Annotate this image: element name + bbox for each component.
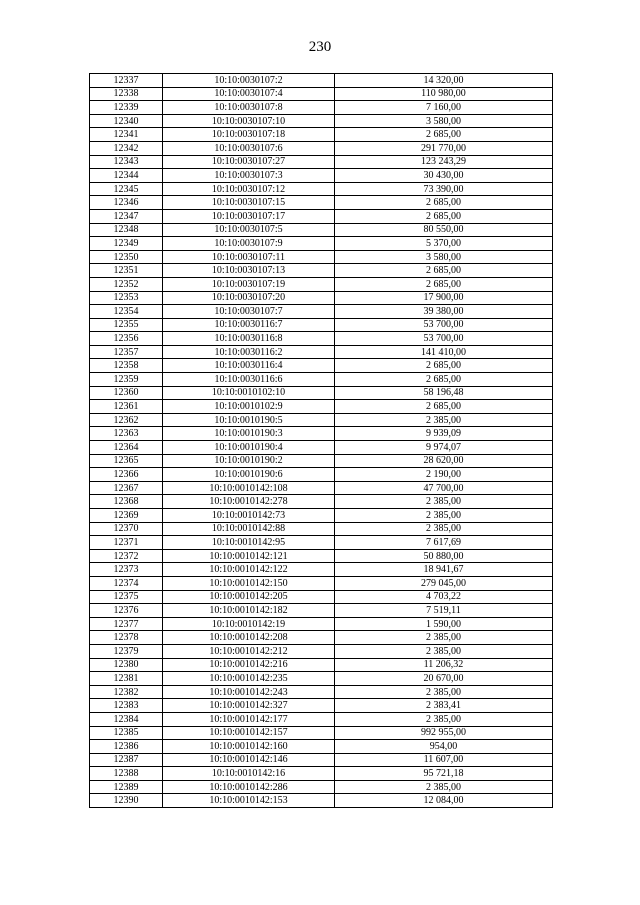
table-row <box>90 753 553 767</box>
value-cell: 73 390,00 <box>335 182 553 196</box>
value-cell: 1 590,00 <box>335 617 553 631</box>
table-row <box>90 726 553 740</box>
cadastral-number-cell: 10:10:0030107:5 <box>163 223 335 237</box>
cadastral-number-cell: 10:10:0010142:150 <box>163 576 335 590</box>
cadastral-number-cell: 10:10:0030107:18 <box>163 128 335 142</box>
table-row <box>90 468 553 482</box>
row-number-cell: 12345 <box>90 182 163 196</box>
table-row <box>90 74 553 88</box>
table-row <box>90 590 553 604</box>
row-number-cell: 12342 <box>90 141 163 155</box>
value-cell: 2 385,00 <box>335 631 553 645</box>
table-row <box>90 291 553 305</box>
table-row <box>90 604 553 618</box>
cadastral-number-cell: 10:10:0030107:2 <box>163 74 335 88</box>
row-number-cell: 12354 <box>90 305 163 319</box>
table-row <box>90 685 553 699</box>
table-row <box>90 780 553 794</box>
value-cell: 12 084,00 <box>335 794 553 808</box>
row-number-cell: 12352 <box>90 277 163 291</box>
cadastral-number-cell: 10:10:0030107:12 <box>163 182 335 196</box>
table-row <box>90 522 553 536</box>
value-cell: 3 580,00 <box>335 114 553 128</box>
cadastral-number-cell: 10:10:0030107:3 <box>163 169 335 183</box>
table-row <box>90 155 553 169</box>
cadastral-number-cell: 10:10:0030107:20 <box>163 291 335 305</box>
cadastral-number-cell: 10:10:0010142:108 <box>163 481 335 495</box>
cadastral-number-cell: 10:10:0030107:4 <box>163 87 335 101</box>
table-row <box>90 740 553 754</box>
value-cell: 18 941,67 <box>335 563 553 577</box>
row-number-cell: 12355 <box>90 318 163 332</box>
table-row <box>90 794 553 808</box>
value-cell: 2 685,00 <box>335 196 553 210</box>
cadastral-number-cell: 10:10:0010142:208 <box>163 631 335 645</box>
row-number-cell: 12350 <box>90 250 163 264</box>
table-row <box>90 644 553 658</box>
value-cell: 2 685,00 <box>335 264 553 278</box>
row-number-cell: 12348 <box>90 223 163 237</box>
value-cell: 20 670,00 <box>335 672 553 686</box>
table-row <box>90 128 553 142</box>
row-number-cell: 12374 <box>90 576 163 590</box>
table-row <box>90 454 553 468</box>
cadastral-number-cell: 10:10:0030107:13 <box>163 264 335 278</box>
value-cell: 53 700,00 <box>335 318 553 332</box>
row-number-cell: 12340 <box>90 114 163 128</box>
cadastral-number-cell: 10:10:0010190:4 <box>163 441 335 455</box>
row-number-cell: 12387 <box>90 753 163 767</box>
table-row <box>90 101 553 115</box>
table-row <box>90 332 553 346</box>
table-row <box>90 481 553 495</box>
value-cell: 95 721,18 <box>335 767 553 781</box>
cadastral-number-cell: 10:10:0030107:10 <box>163 114 335 128</box>
value-cell: 30 430,00 <box>335 169 553 183</box>
row-number-cell: 12385 <box>90 726 163 740</box>
cadastral-number-cell: 10:10:0010142:182 <box>163 604 335 618</box>
value-cell: 3 580,00 <box>335 250 553 264</box>
value-cell: 2 385,00 <box>335 522 553 536</box>
row-number-cell: 12364 <box>90 441 163 455</box>
cadastral-number-cell: 10:10:0010102:9 <box>163 400 335 414</box>
cadastral-number-cell: 10:10:0030107:7 <box>163 305 335 319</box>
table-row <box>90 400 553 414</box>
row-number-cell: 12363 <box>90 427 163 441</box>
value-cell: 58 196,48 <box>335 386 553 400</box>
row-number-cell: 12341 <box>90 128 163 142</box>
cadastral-number-cell: 10:10:0030116:2 <box>163 345 335 359</box>
cadastral-number-cell: 10:10:0010142:212 <box>163 644 335 658</box>
cadastral-number-cell: 10:10:0030116:7 <box>163 318 335 332</box>
row-number-cell: 12365 <box>90 454 163 468</box>
table-row <box>90 672 553 686</box>
table-row <box>90 87 553 101</box>
cadastral-number-cell: 10:10:0030107:17 <box>163 209 335 223</box>
cadastral-number-cell: 10:10:0010142:16 <box>163 767 335 781</box>
cadastral-number-cell: 10:10:0010142:19 <box>163 617 335 631</box>
row-number-cell: 12339 <box>90 101 163 115</box>
row-number-cell: 12378 <box>90 631 163 645</box>
table-row <box>90 441 553 455</box>
table-row <box>90 427 553 441</box>
row-number-cell: 12362 <box>90 413 163 427</box>
value-cell: 53 700,00 <box>335 332 553 346</box>
table-row <box>90 223 553 237</box>
row-number-cell: 12389 <box>90 780 163 794</box>
value-cell: 9 974,07 <box>335 441 553 455</box>
table-row <box>90 237 553 251</box>
row-number-cell: 12373 <box>90 563 163 577</box>
table-row <box>90 359 553 373</box>
value-cell: 291 770,00 <box>335 141 553 155</box>
row-number-cell: 12356 <box>90 332 163 346</box>
row-number-cell: 12382 <box>90 685 163 699</box>
table-row <box>90 264 553 278</box>
table-row <box>90 495 553 509</box>
row-number-cell: 12357 <box>90 345 163 359</box>
cadastral-number-cell: 10:10:0030107:11 <box>163 250 335 264</box>
cadastral-number-cell: 10:10:0030107:15 <box>163 196 335 210</box>
value-cell: 2 385,00 <box>335 495 553 509</box>
value-cell: 2 685,00 <box>335 209 553 223</box>
cadastral-number-cell: 10:10:0010142:121 <box>163 549 335 563</box>
table-row <box>90 631 553 645</box>
table-row <box>90 386 553 400</box>
row-number-cell: 12375 <box>90 590 163 604</box>
row-number-cell: 12379 <box>90 644 163 658</box>
table-row <box>90 617 553 631</box>
cadastral-number-cell: 10:10:0030107:6 <box>163 141 335 155</box>
value-cell: 2 685,00 <box>335 359 553 373</box>
value-cell: 2 385,00 <box>335 780 553 794</box>
value-cell: 7 160,00 <box>335 101 553 115</box>
value-cell: 2 685,00 <box>335 128 553 142</box>
value-cell: 50 880,00 <box>335 549 553 563</box>
cadastral-number-cell: 10:10:0010142:177 <box>163 712 335 726</box>
value-cell: 80 550,00 <box>335 223 553 237</box>
row-number-cell: 12381 <box>90 672 163 686</box>
value-cell: 2 685,00 <box>335 373 553 387</box>
row-number-cell: 12368 <box>90 495 163 509</box>
cadastral-number-cell: 10:10:0030107:19 <box>163 277 335 291</box>
value-cell: 123 243,29 <box>335 155 553 169</box>
row-number-cell: 12383 <box>90 699 163 713</box>
table-row <box>90 196 553 210</box>
row-number-cell: 12369 <box>90 509 163 523</box>
cadastral-number-cell: 10:10:0030116:8 <box>163 332 335 346</box>
row-number-cell: 12367 <box>90 481 163 495</box>
table-row <box>90 658 553 672</box>
table-row <box>90 549 553 563</box>
row-number-cell: 12377 <box>90 617 163 631</box>
value-cell: 954,00 <box>335 740 553 754</box>
row-number-cell: 12347 <box>90 209 163 223</box>
cadastral-number-cell: 10:10:0010142:205 <box>163 590 335 604</box>
value-cell: 2 385,00 <box>335 712 553 726</box>
row-number-cell: 12346 <box>90 196 163 210</box>
row-number-cell: 12349 <box>90 237 163 251</box>
value-cell: 11 206,32 <box>335 658 553 672</box>
cadastral-number-cell: 10:10:0010142:243 <box>163 685 335 699</box>
row-number-cell: 12361 <box>90 400 163 414</box>
value-cell: 2 190,00 <box>335 468 553 482</box>
cadastral-number-cell: 10:10:0010190:2 <box>163 454 335 468</box>
row-number-cell: 12366 <box>90 468 163 482</box>
value-cell: 2 385,00 <box>335 644 553 658</box>
cadastral-number-cell: 10:10:0030107:9 <box>163 237 335 251</box>
cadastral-number-cell: 10:10:0010142:157 <box>163 726 335 740</box>
row-number-cell: 12376 <box>90 604 163 618</box>
value-cell: 110 980,00 <box>335 87 553 101</box>
value-cell: 17 900,00 <box>335 291 553 305</box>
table-row <box>90 169 553 183</box>
value-cell: 47 700,00 <box>335 481 553 495</box>
value-cell: 2 383,41 <box>335 699 553 713</box>
cadastral-number-cell: 10:10:0030107:27 <box>163 155 335 169</box>
value-cell: 11 607,00 <box>335 753 553 767</box>
row-number-cell: 12388 <box>90 767 163 781</box>
cadastral-number-cell: 10:10:0010142:286 <box>163 780 335 794</box>
table-row <box>90 141 553 155</box>
value-cell: 9 939,09 <box>335 427 553 441</box>
row-number-cell: 12380 <box>90 658 163 672</box>
table-row <box>90 114 553 128</box>
cadastral-number-cell: 10:10:0010142:216 <box>163 658 335 672</box>
cadastral-number-cell: 10:10:0010142:327 <box>163 699 335 713</box>
row-number-cell: 12386 <box>90 740 163 754</box>
row-number-cell: 12344 <box>90 169 163 183</box>
row-number-cell: 12338 <box>90 87 163 101</box>
table-row <box>90 509 553 523</box>
table-row <box>90 699 553 713</box>
table-row <box>90 576 553 590</box>
table-row <box>90 305 553 319</box>
value-cell: 5 370,00 <box>335 237 553 251</box>
cadastral-number-cell: 10:10:0010142:146 <box>163 753 335 767</box>
value-cell: 7 617,69 <box>335 536 553 550</box>
value-cell: 2 685,00 <box>335 277 553 291</box>
row-number-cell: 12384 <box>90 712 163 726</box>
table-row <box>90 250 553 264</box>
cadastral-number-cell: 10:10:0010142:88 <box>163 522 335 536</box>
value-cell: 2 385,00 <box>335 509 553 523</box>
table-row <box>90 712 553 726</box>
value-cell: 2 385,00 <box>335 685 553 699</box>
row-number-cell: 12351 <box>90 264 163 278</box>
value-cell: 7 519,11 <box>335 604 553 618</box>
cadastral-number-cell: 10:10:0010142:278 <box>163 495 335 509</box>
cadastral-number-cell: 10:10:0010190:5 <box>163 413 335 427</box>
page-number: 230 <box>308 39 332 55</box>
table-row <box>90 182 553 196</box>
table-body <box>90 74 553 808</box>
row-number-cell: 12353 <box>90 291 163 305</box>
cadastral-number-cell: 10:10:0010142:95 <box>163 536 335 550</box>
value-cell: 2 385,00 <box>335 413 553 427</box>
cadastral-number-cell: 10:10:0010190:6 <box>163 468 335 482</box>
value-cell: 4 703,22 <box>335 590 553 604</box>
value-cell: 141 410,00 <box>335 345 553 359</box>
value-cell: 39 380,00 <box>335 305 553 319</box>
row-number-cell: 12370 <box>90 522 163 536</box>
cadastral-number-cell: 10:10:0010190:3 <box>163 427 335 441</box>
value-cell: 992 955,00 <box>335 726 553 740</box>
table-row <box>90 536 553 550</box>
table-row <box>90 345 553 359</box>
cadastral-number-cell: 10:10:0010142:73 <box>163 509 335 523</box>
cadastral-number-cell: 10:10:0010142:235 <box>163 672 335 686</box>
table-row <box>90 209 553 223</box>
table-row <box>90 373 553 387</box>
row-number-cell: 12390 <box>90 794 163 808</box>
table-row <box>90 767 553 781</box>
table-row <box>90 318 553 332</box>
row-number-cell: 12372 <box>90 549 163 563</box>
row-number-cell: 12371 <box>90 536 163 550</box>
value-cell: 28 620,00 <box>335 454 553 468</box>
value-cell: 14 320,00 <box>335 74 553 88</box>
row-number-cell: 12360 <box>90 386 163 400</box>
cadastral-number-cell: 10:10:0010142:122 <box>163 563 335 577</box>
value-cell: 2 685,00 <box>335 400 553 414</box>
cadastral-number-cell: 10:10:0010142:153 <box>163 794 335 808</box>
cadastral-number-cell: 10:10:0030107:8 <box>163 101 335 115</box>
cadastral-value-table <box>89 73 553 808</box>
cadastral-number-cell: 10:10:0010102:10 <box>163 386 335 400</box>
row-number-cell: 12359 <box>90 373 163 387</box>
cadastral-number-cell: 10:10:0010142:160 <box>163 740 335 754</box>
table-row <box>90 563 553 577</box>
cadastral-number-cell: 10:10:0030116:6 <box>163 373 335 387</box>
row-number-cell: 12358 <box>90 359 163 373</box>
table-row <box>90 277 553 291</box>
row-number-cell: 12337 <box>90 74 163 88</box>
table-row <box>90 413 553 427</box>
row-number-cell: 12343 <box>90 155 163 169</box>
cadastral-number-cell: 10:10:0030116:4 <box>163 359 335 373</box>
value-cell: 279 045,00 <box>335 576 553 590</box>
